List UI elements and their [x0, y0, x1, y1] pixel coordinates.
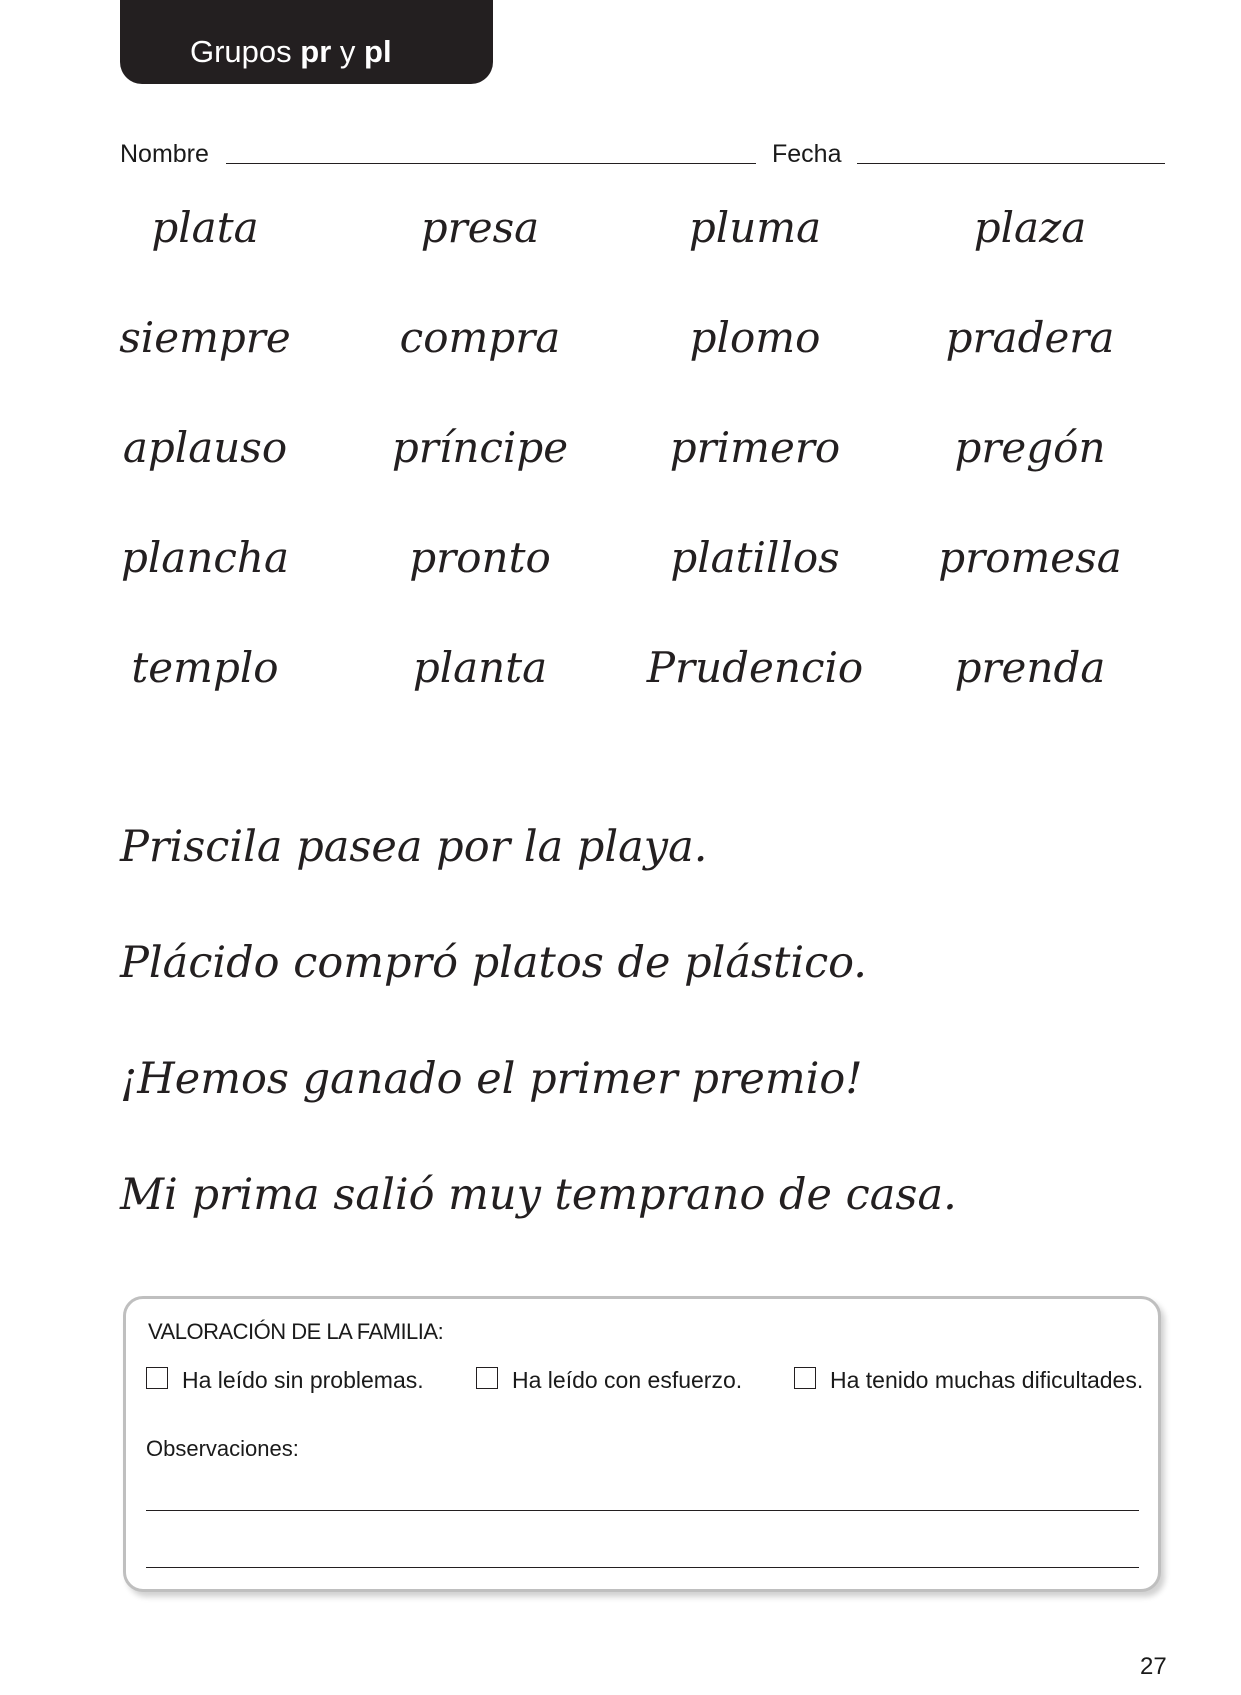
word-item: platillos — [670, 533, 840, 582]
word-item: plomo — [689, 313, 821, 362]
option-with-effort[interactable] — [476, 1367, 742, 1394]
title-tab — [120, 0, 493, 84]
date-label: Fecha — [772, 140, 842, 168]
page-number: 27 — [1140, 1653, 1167, 1680]
word-item: primero — [669, 423, 841, 472]
word-item: Prudencio — [646, 643, 864, 692]
option-no-problems[interactable] — [146, 1367, 424, 1394]
word-item: pradera — [945, 313, 1115, 362]
title-prefix: Grupos — [190, 34, 292, 69]
word-item: prenda — [954, 643, 1106, 692]
option-label: Ha leído sin problemas. — [182, 1367, 424, 1393]
date-field[interactable] — [857, 163, 1165, 164]
observations-line-2[interactable] — [146, 1567, 1139, 1568]
page-title — [190, 34, 392, 70]
title-group-pr: pr — [300, 34, 332, 69]
word-item: plaza — [973, 203, 1087, 252]
word-item: presa — [420, 203, 540, 252]
word-item: príncipe — [391, 423, 569, 472]
name-field[interactable] — [226, 163, 756, 164]
assessment-heading: VALORACIÓN DE LA FAMILIA: — [148, 1319, 444, 1344]
family-assessment-panel — [123, 1296, 1161, 1592]
word-item: promesa — [938, 533, 1122, 582]
sentence-line: Mi prima salió muy temprano de casa. — [120, 1170, 957, 1220]
checkbox[interactable] — [476, 1367, 498, 1389]
option-label: Ha tenido muchas dificultades. — [830, 1367, 1144, 1393]
word-item: aplauso — [122, 423, 288, 472]
observations-label: Observaciones: — [146, 1436, 299, 1461]
word-item: templo — [131, 643, 279, 692]
word-item: plata — [151, 203, 259, 252]
checkbox[interactable] — [794, 1367, 816, 1389]
word-item: pregón — [954, 423, 1106, 472]
sentence-line: Plácido compró platos de plástico. — [120, 938, 867, 988]
word-item: pronto — [409, 533, 551, 582]
option-many-difficulties[interactable] — [794, 1367, 1143, 1394]
name-label: Nombre — [120, 140, 209, 168]
title-connector: y — [339, 34, 356, 69]
observations-line-1[interactable] — [146, 1510, 1139, 1511]
sentence-line: ¡Hemos ganado el primer premio! — [120, 1054, 863, 1104]
option-label: Ha leído con esfuerzo. — [512, 1367, 743, 1393]
word-item: planta — [412, 643, 548, 692]
word-item: plancha — [120, 533, 290, 582]
word-item: pluma — [688, 203, 822, 252]
checkbox[interactable] — [146, 1367, 168, 1389]
word-item: compra — [399, 313, 561, 362]
word-item: siempre — [119, 313, 291, 362]
sentence-line: Priscila pasea por la playa. — [120, 822, 708, 872]
title-group-pl: pl — [364, 34, 392, 69]
